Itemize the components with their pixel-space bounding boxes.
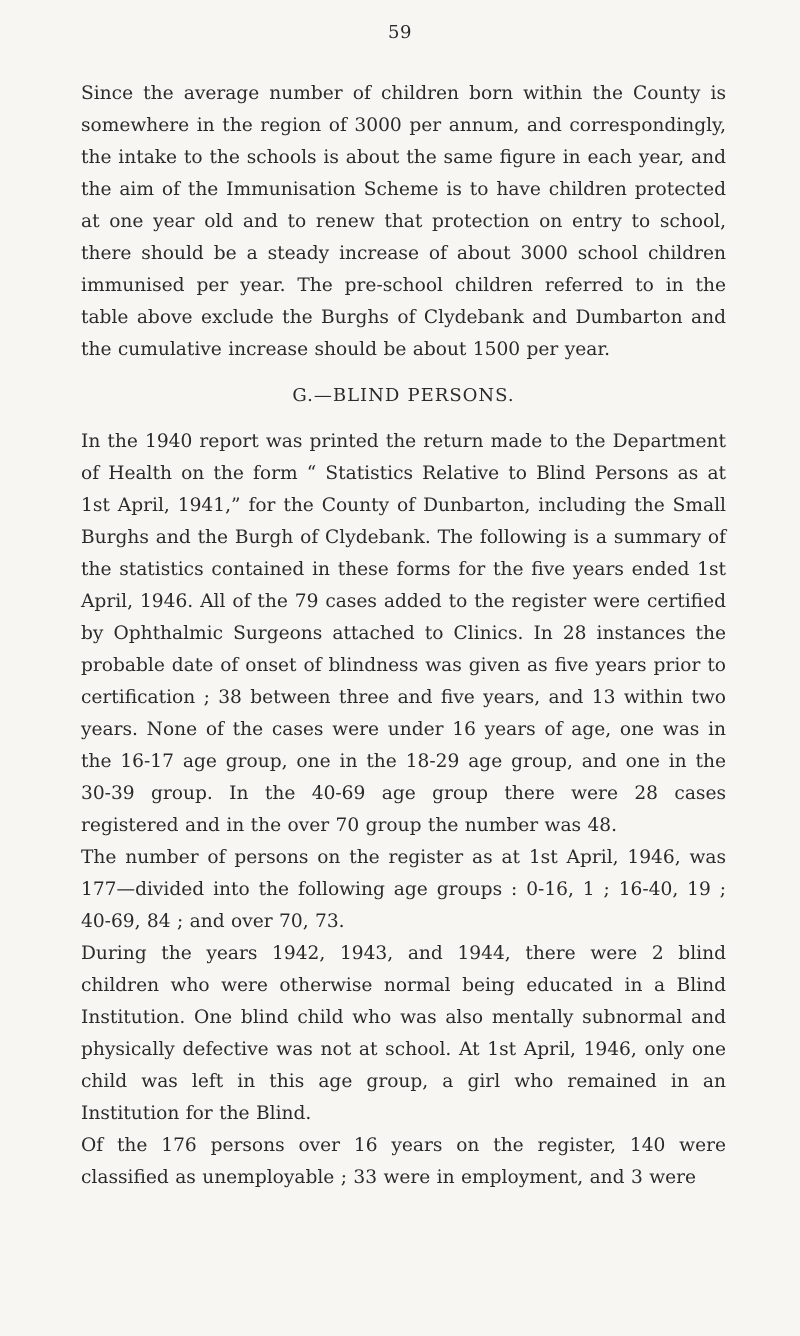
body-text	[81, 78, 726, 1194]
paragraph-immunisation: Since the average number of children born within the County is somewhere in the region of 3000 per annum, and correspondingly, the intake to the schools is about the same figure in each year, and the aim of the Immunisation Scheme is to have children protected at one year old and to renew that protection on entry to school, there should be a steady increase of about 3000 school children immunised per year. The pre-school children referred to in the table above exclude the Burghs of Clydebank and Dumbarton and the cumulative increase should be about 1500 per year.	[81, 83, 726, 360]
paragraph-blind-statistics: In the 1940 report was printed the return made to the Department of Health on the form “ Statistics Relative to Blind Persons as at 1st April, 1941,” for the County of Dunbarton, including the Small Burghs and the Burgh of Clydebank. The following is a summary of the statistics contained in these forms for the five years ended 1st April, 1946. All of the 79 cases added to the register were certified by Ophthalmic Surgeons attached to Clinics. In 28 instances the probable date of onset of blindness was given as five years prior to certification ; 38 between three and five years, and 13 within two years. None of the cases were under 16 years of age, one was in the 16-17 age group, one in the 18-29 age group, and one in the 30-39 group. In the 40-69 age group there were 28 cases registered and in the over 70 group the number was 48.	[81, 431, 726, 836]
paragraph-register-count: The number of persons on the register as at 1st April, 1946, was 177—divided into the following age groups : 0-16, 1 ; 16-40, 19 ; 40-69, 84 ; and over 70, 73.	[81, 847, 726, 932]
page-number: 59	[388, 22, 412, 43]
paragraph-employment: Of the 176 persons over 16 years on the register, 140 were classified as unemployable ; 33 were in employment, and 3 were	[81, 1135, 726, 1188]
paragraph-blind-children: During the years 1942, 1943, and 1944, there were 2 blind children who were otherwise normal being educated in a Blind Institution. One blind child who was also mentally subnormal and physically defective was not at school. At 1st April, 1946, only one child was left in this age group, a girl who remained in an Institution for the Blind.	[81, 943, 726, 1124]
section-heading: G.—BLIND PERSONS.	[292, 385, 515, 406]
